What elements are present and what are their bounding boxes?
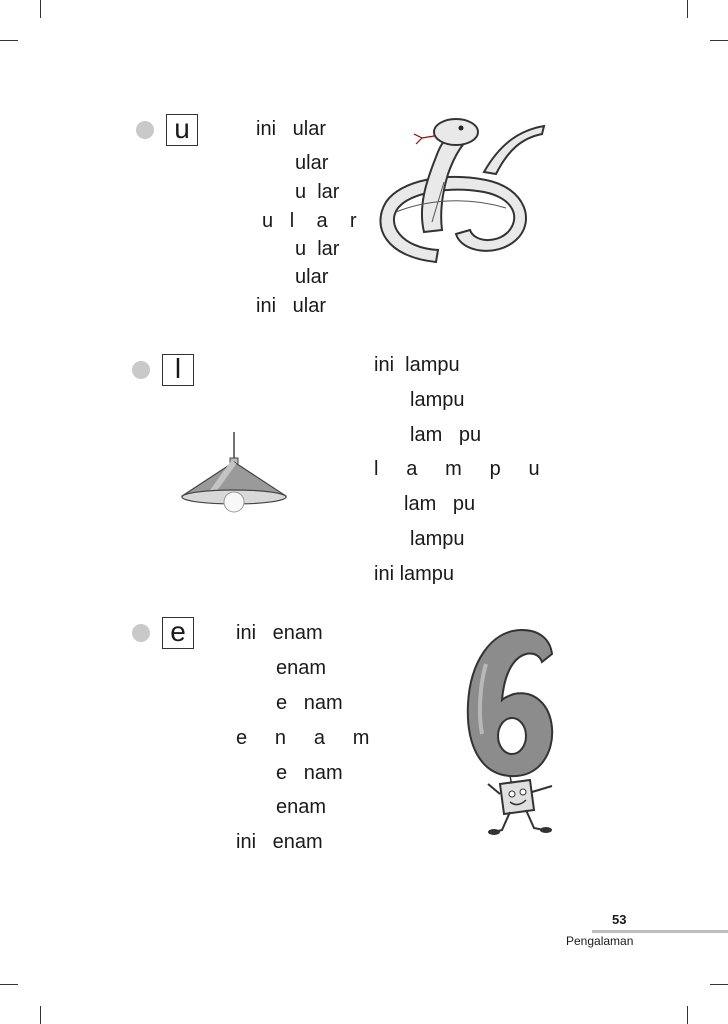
crop-mark-bottom-left: [40, 1006, 41, 1024]
word-line: u lar: [295, 181, 340, 203]
word-line: lampu: [410, 389, 465, 411]
section-bullet: [132, 361, 150, 379]
word-line: ular: [295, 152, 329, 174]
crop-mark-top-right: [710, 40, 728, 41]
letter-box: [162, 617, 194, 649]
section-bullet: [132, 624, 150, 642]
letter: e: [170, 616, 186, 647]
page-number: 53: [612, 912, 627, 927]
footer-label: Pengalaman: [566, 934, 634, 948]
word-line: ini ular: [256, 295, 327, 317]
word-line: ini ular: [256, 118, 327, 140]
crop-mark-top-left: [40, 0, 41, 18]
footer-rule: [592, 930, 728, 933]
word-line: e nam: [276, 762, 343, 784]
word-line: u lar: [295, 238, 340, 260]
lamp-icon: [178, 430, 290, 516]
word-line: ini lampu: [374, 563, 455, 585]
word-line: enam: [276, 796, 327, 818]
word-line: ular: [295, 266, 329, 288]
snake-icon: [366, 112, 548, 264]
letter-box: [162, 354, 194, 386]
word-line: u l a r: [262, 210, 357, 232]
word-line: lampu: [410, 528, 465, 550]
crop-mark-bottom-left: [0, 984, 18, 985]
number-six-balloon-icon: [460, 624, 564, 844]
word-line: lam pu: [404, 493, 476, 515]
word-line: e n a m: [236, 727, 370, 749]
crop-mark-bottom-right: [687, 1006, 688, 1024]
word-line: ini enam: [236, 622, 323, 644]
word-line: enam: [276, 657, 327, 679]
word-line: lam pu: [410, 424, 482, 446]
word-line: ini lampu: [374, 354, 460, 376]
word-line: ini enam: [236, 831, 323, 853]
crop-mark-bottom-right: [710, 984, 728, 985]
letter: u: [174, 113, 190, 144]
crop-mark-top-right: [687, 0, 688, 18]
letter-box: [166, 114, 198, 146]
crop-mark-top-left: [0, 40, 18, 41]
word-line: l a m p u: [374, 458, 540, 480]
word-line: e nam: [276, 692, 343, 714]
letter: l: [174, 353, 182, 384]
section-bullet: [136, 121, 154, 139]
